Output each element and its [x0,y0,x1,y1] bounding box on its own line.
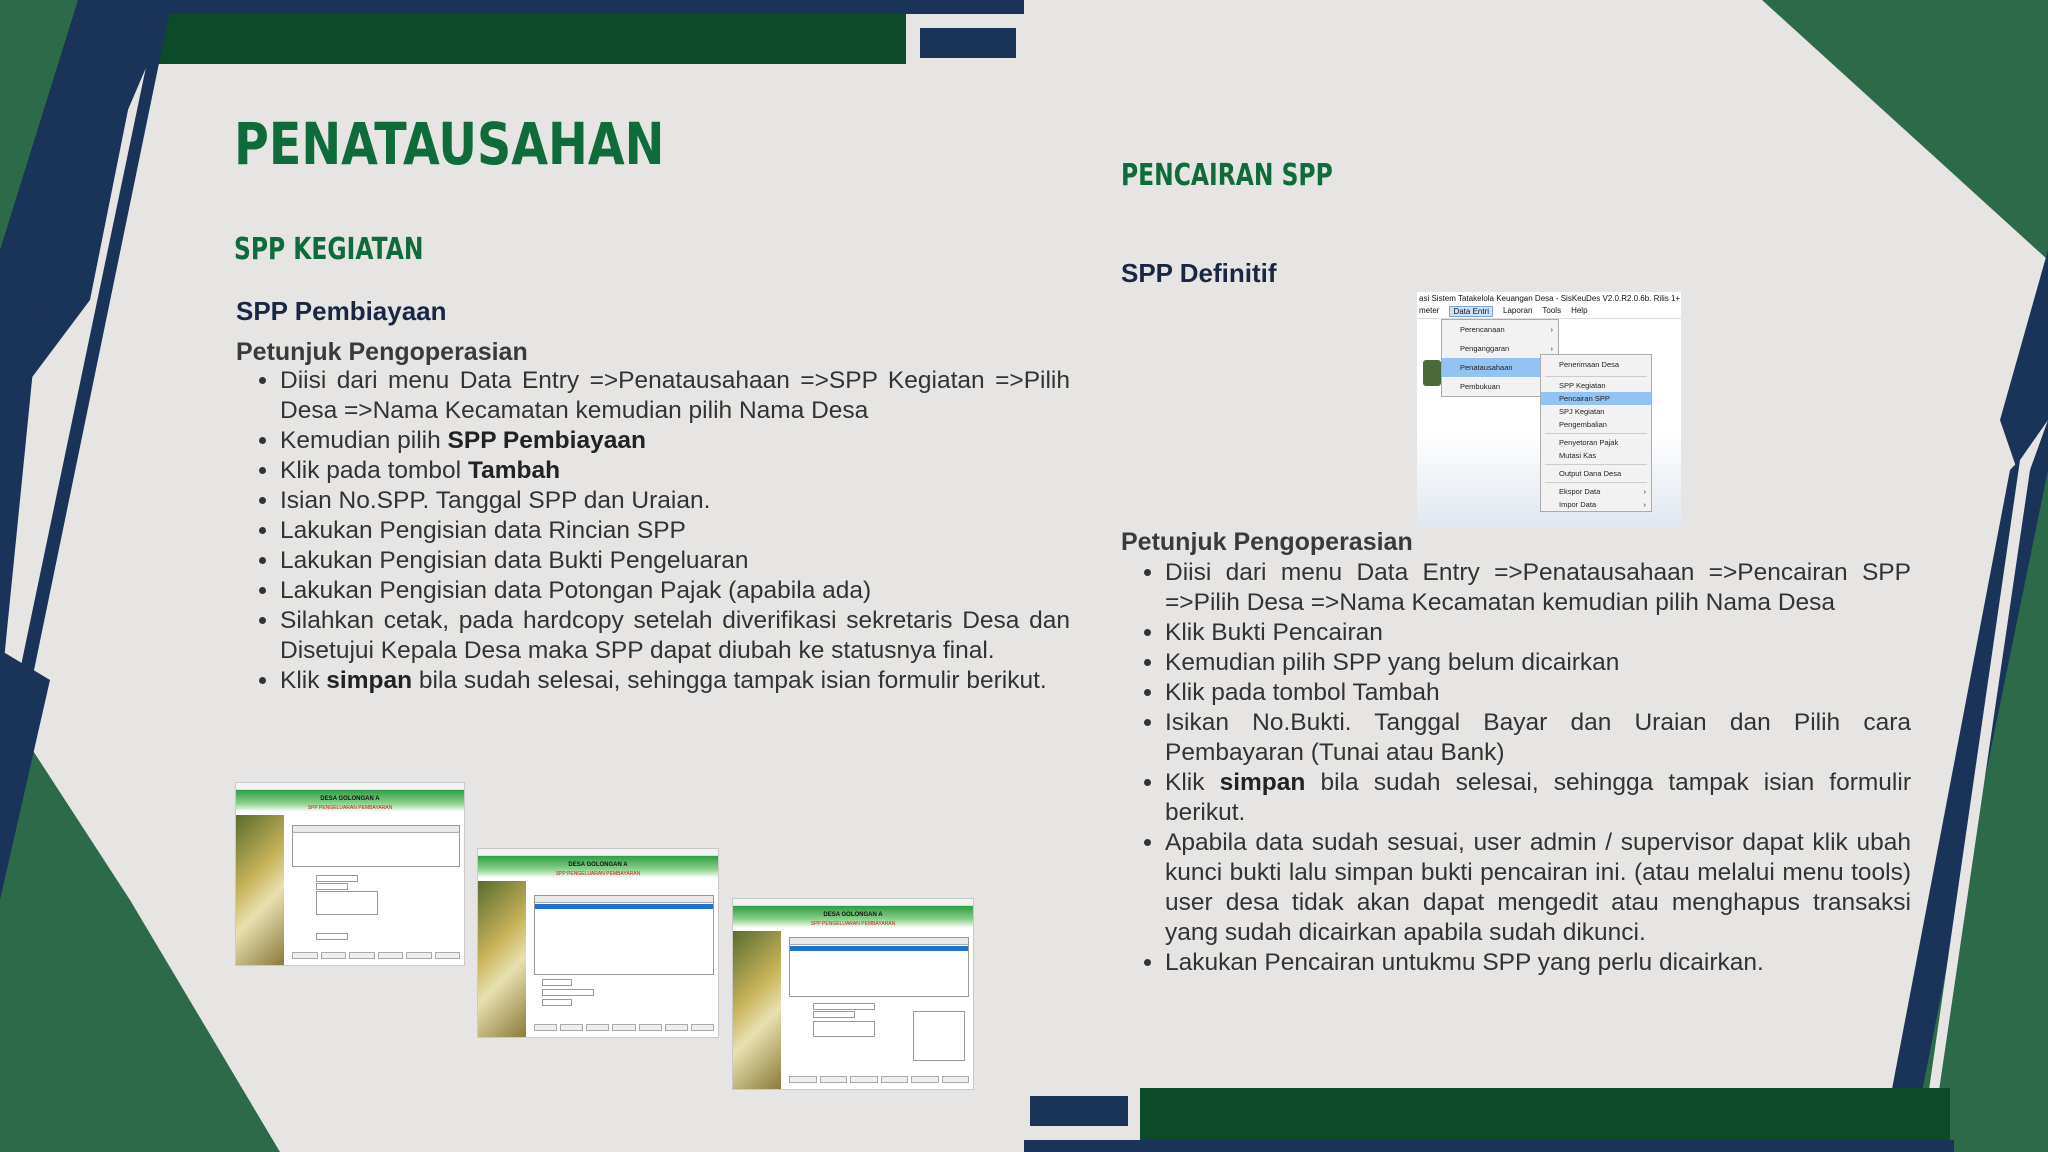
penatausahaan-submenu [1540,354,1652,512]
menu-screenshot [1417,292,1681,528]
submenu-item-pencairan-spp: Pencairan SPP [1541,392,1651,405]
step-item: • Diisi dari menu Data Entry =>Penatausahaan =>Pencairan SPP =>Pilih Desa =>Nama Kecamatan kemudian pilih Nama Desa [1165,558,1911,618]
menu-item-penatausahaan: Penatausahaan [1442,358,1558,377]
steps-list-right [1121,558,1911,978]
screenshot-header: DESA GOLONGAN A [823,912,883,918]
petunjuk-heading-left: Petunjuk Pengoperasian [236,338,528,366]
steps-list-left [236,366,1070,696]
step-item: • Kemudian pilih SPP Pembiayaan [280,426,1070,456]
step-item: • Diisi dari menu Data Entry =>Penatausahaan =>SPP Kegiatan =>Pilih Desa =>Nama Kecamatan kemudian pilih Nama Desa [280,366,1070,426]
screenshot-header: DESA GOLONGAN A [320,796,380,802]
screenshot-header: DESA GOLONGAN A [568,862,628,868]
heading-spp-pembiayaan: SPP Pembiayaan [236,296,447,326]
step-item: • Lakukan Pengisian data Rincian SPP [280,516,1070,546]
menu-bar [1417,305,1681,319]
step-item: • Klik Bukti Pencairan [1165,618,1911,648]
window-title: asi Sistem Tatakelola Keuangan Desa - SisKeuDes V2.0.R2.0.6b. Rilis 1+ [1419,294,1681,303]
step-item: • Klik simpan bila sudah selesai, sehingga tampak isian formulir berikut. [1165,768,1911,828]
menu-bar-item: Laporan [1503,306,1533,315]
submenu-item: Mutasi Kas [1559,451,1597,460]
submenu-item: SPJ Kegiatan [1559,407,1605,416]
step-item: • Klik pada tombol Tambah [280,456,1070,486]
heading-spp-definitif: SPP Definitif [1121,258,1277,288]
menu-bar-item: Tools [1542,306,1562,315]
submenu-item: Penerimaan Desa [1559,360,1620,369]
step-item: • Isikan No.Bukti. Tanggal Bayar dan Uraian dan Pilih cara Pembayaran (Tunai atau Bank) [1165,708,1911,768]
form-screenshot-2 [477,848,719,1038]
submenu-item: SPP Kegiatan [1559,381,1606,390]
step-item: • Apabila data sudah sesuai, user admin / supervisor dapat klik ubah kunci bukti lalu simpan bukti pencairan ini. (atau melalui menu tools) user desa tidak akan dapat mengedit atau menghapus transaksi yang sudah dicairkan apabila sudah dikunci. [1165,828,1911,948]
form-screenshot-1 [235,782,465,966]
screenshot-subheader: SPP PENGELUARAN PEMBAYARAN [810,921,896,927]
app-logo [1423,360,1441,386]
step-item: • Lakukan Pengisian data Potongan Pajak (apabila ada) [280,576,1070,606]
submenu-item: Output Dana Desa [1559,469,1622,478]
section-subtitle-pencairan-spp: PENCAIRAN SPP [1121,158,1333,193]
submenu-item: Penyetoran Pajak [1559,438,1619,447]
submenu-item: Pengembalian [1559,420,1607,429]
section-subtitle-spp-kegiatan: SPP KEGIATAN [234,232,424,267]
step-item: • Lakukan Pengisian data Bukti Pengeluaran [280,546,1070,576]
menu-bar-item: Help [1571,306,1588,315]
menu-item: Pembukuan [1460,382,1501,391]
step-item: • Klik pada tombol Tambah [1165,678,1911,708]
form-screenshot-3 [732,898,974,1090]
menu-item: Penganggaran › [1460,344,1553,353]
screenshot-subheader: SPP PENGELUARAN PEMBAYARAN [307,805,393,811]
submenu-item: Ekspor Data › [1559,487,1646,496]
menu-bar-item-data-entri: Data Entri [1449,306,1493,317]
submenu-item: Impor Data › [1559,500,1646,509]
step-item: • Kemudian pilih SPP yang belum dicairkan [1165,648,1911,678]
step-item: • Silahkan cetak, pada hardcopy setelah diverifikasi sekretaris Desa dan Disetujui Kepala Desa maka SPP dapat diubah ke statusnya final. [280,606,1070,666]
page-title: PENATAUSAHAN [234,110,665,178]
step-item: • Klik simpan bila sudah selesai, sehingga tampak isian formulir berikut. [280,666,1070,696]
step-item: • Lakukan Pencairan untukmu SPP yang perlu dicairkan. [1165,948,1911,978]
screenshot-subheader: SPP PENGELUARAN PEMBAYARAN [555,871,641,877]
menu-item: Perencanaan › [1460,325,1553,334]
petunjuk-heading-right: Petunjuk Pengoperasian [1121,528,1413,556]
menu-bar-item: meter [1419,306,1440,315]
step-item: • Isian No.SPP. Tanggal SPP dan Uraian. [280,486,1070,516]
